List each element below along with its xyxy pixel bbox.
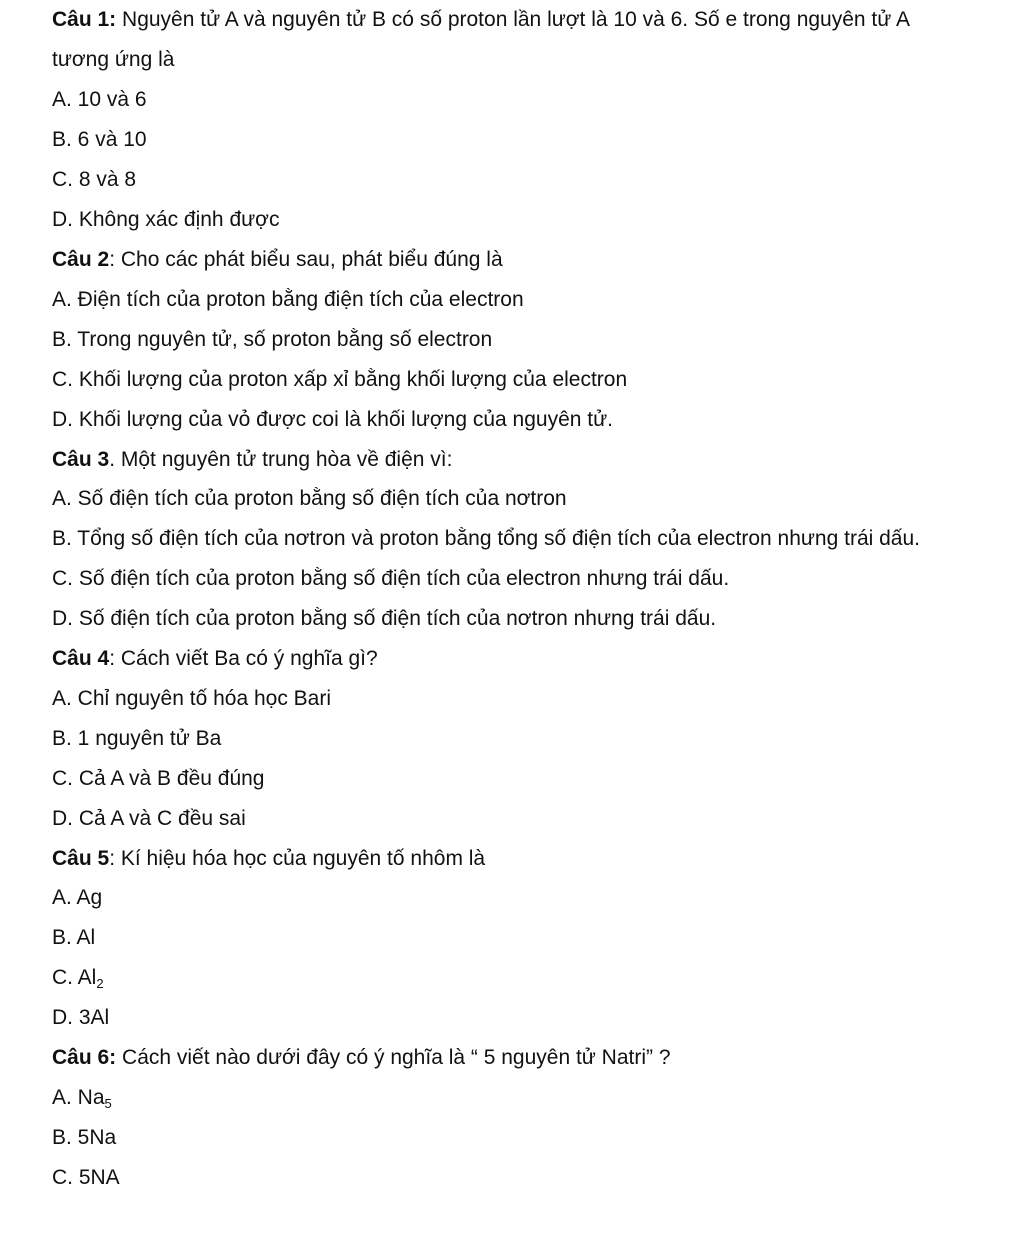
- question-5-text: : Kí hiệu hóa học của nguyên tố nhôm là: [109, 847, 486, 870]
- question-6-option-a: [52, 1086, 1024, 1110]
- question-5-option-b: B. Al: [52, 926, 96, 949]
- question-2: [52, 248, 1024, 272]
- question-1-option-a: A. 10 và 6: [52, 88, 147, 111]
- question-2-option-a: A. Điện tích của proton bằng điện tích của electron: [52, 288, 524, 311]
- question-3-label: Câu 3: [52, 448, 110, 471]
- question-2-label: Câu 2: [52, 248, 110, 271]
- question-5-option-a: A. Ag: [52, 886, 103, 909]
- question-2-option-b: B. Trong nguyên tử, số proton bằng số electron: [52, 328, 493, 351]
- question-1-option-b: B. 6 và 10: [52, 128, 147, 151]
- question-3-option-c: C. Số điện tích của proton bằng số điện tích của electron nhưng trái dấu.: [52, 567, 730, 590]
- question-4-option-b: B. 1 nguyên tử Ba: [52, 727, 222, 750]
- question-3-option-a: A. Số điện tích của proton bằng số điện tích của nơtron: [52, 487, 567, 510]
- question-4: [52, 647, 1024, 671]
- question-4-label: Câu 4: [52, 647, 110, 670]
- question-1-option-d: D. Không xác định được: [52, 208, 280, 231]
- question-6-option-a-text: A. Na: [52, 1086, 105, 1109]
- question-4-option-d: D. Cả A và C đều sai: [52, 807, 246, 830]
- question-5-option-c-subscript: 2: [96, 976, 104, 990]
- question-1-option-c: C. 8 và 8: [52, 168, 137, 191]
- question-5: [52, 847, 1024, 871]
- question-3-option-b: B. Tổng số điện tích của nơtron và proton bằng tổng số điện tích của electron nhưng trái dấu.: [52, 527, 921, 550]
- question-6-text: Cách viết nào dưới đây có ý nghĩa là “ 5 nguyên tử Natri” ?: [116, 1046, 671, 1069]
- question-5-option-c-text: C. Al: [52, 966, 97, 989]
- question-3: [52, 448, 1024, 472]
- question-6: [52, 1046, 1024, 1070]
- question-5-option-c: [52, 966, 1024, 990]
- question-6-option-b: B. 5Na: [52, 1126, 117, 1149]
- question-3-option-d: D. Số điện tích của proton bằng số điện tích của nơtron nhưng trái dấu.: [52, 607, 717, 630]
- question-4-option-a: A. Chỉ nguyên tố hóa học Bari: [52, 687, 332, 710]
- question-1-text-continued: tương ứng là: [52, 48, 175, 71]
- question-2-text: : Cho các phát biểu sau, phát biểu đúng là: [109, 248, 503, 271]
- question-1-label: Câu 1:: [52, 8, 117, 31]
- question-3-text: . Một nguyên tử trung hòa về điện vì:: [109, 448, 453, 471]
- question-4-option-c: C. Cả A và B đều đúng: [52, 767, 265, 790]
- question-1: [52, 8, 1024, 32]
- question-6-label: Câu 6:: [52, 1046, 117, 1069]
- question-5-label: Câu 5: [52, 847, 110, 870]
- question-4-text: : Cách viết Ba có ý nghĩa gì?: [109, 647, 378, 670]
- question-2-option-d: D. Khối lượng của vỏ được coi là khối lượng của nguyên tử.: [52, 408, 613, 431]
- question-5-option-d: D. 3Al: [52, 1006, 110, 1029]
- question-6-option-c: C. 5NA: [52, 1166, 120, 1189]
- question-1-text: Nguyên tử A và nguyên tử B có số proton lần lượt là 10 và 6. Số e trong nguyên tử A: [116, 8, 911, 31]
- question-2-option-c: C. Khối lượng của proton xấp xỉ bằng khối lượng của electron: [52, 368, 628, 391]
- question-6-option-a-subscript: 5: [104, 1096, 112, 1110]
